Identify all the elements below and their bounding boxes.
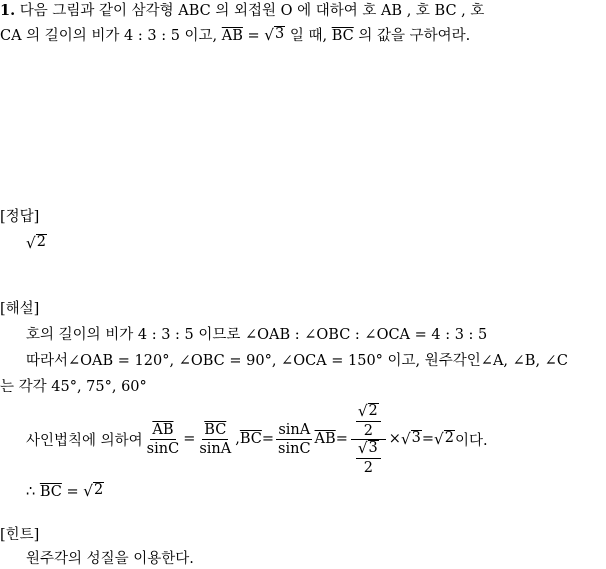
equals-sign: = <box>242 28 265 44</box>
problem-line-2 <box>0 26 470 45</box>
answer-value <box>26 234 47 253</box>
solution-line-4: 사인법칙에 의하여 $\frac{\overline{AB}}{\sin C}$ = $\frac{\overline{BC}}{\sin A}$ , $\overline{BC}$ = $\frac{\sin A}{\sin C}$ $\overline{AB}$ = √ 2 2 √ 3 2 × √ 3 = √ 2 이다. <box>26 401 488 476</box>
arc-bc-label: $\overline{BC}$ <box>331 28 354 44</box>
sqrt-two-result: √ 2 <box>434 430 454 448</box>
sqrt-three-factor: √ 3 <box>400 430 421 448</box>
solution-line-2: 따라서∠OAB = 120°, ∠OBC = 90°, ∠OCA = 150° 이고, 원주각인∠A, ∠B, ∠C <box>26 353 568 369</box>
problem-text-2a: CA 의 길이의 비가 4 : 3 : 5 이고, <box>0 28 222 44</box>
arc-ab-label: $\overline{AB}$ <box>221 28 243 44</box>
problem-number: 1. <box>0 2 16 19</box>
therefore-symbol: ∴ <box>26 484 40 500</box>
conclusion-line: ∴ $\overline{BC}$ = √ 2 <box>26 482 104 500</box>
sqrt-two-conclusion: √ 2 <box>83 482 104 500</box>
solution-line-1: 호의 길이의 비가 4 : 3 : 5 이므로 ∠OAB : ∠OBC : ∠OCA = 4 : 3 : 5 <box>26 327 488 343</box>
sqrt-three: √ 3 <box>264 26 285 44</box>
compound-fraction <box>351 403 386 476</box>
solution-heading: [해설] <box>0 301 40 317</box>
fraction-ab-over-sinc: $\frac{\overline{AB}}{\sin C}$ <box>146 421 180 457</box>
solution-line-3: 는 각각 45°, 75°, 60° <box>0 379 147 395</box>
sqrt2-over-2: √ 2 2 <box>356 403 381 439</box>
conclusion-bc: $\overline{BC}$ <box>39 484 62 500</box>
problem-text-2c: 의 값을 구하여라. <box>353 28 471 44</box>
problem-text-2b: 일 때, <box>285 28 332 44</box>
problem-line-1 <box>0 2 484 20</box>
answer-heading: [정답] <box>0 209 40 225</box>
hint-heading: [힌트] <box>0 527 40 543</box>
bc-label: $\overline{BC}$ <box>239 431 262 447</box>
sine-law-text: 사인법칙에 의하여 <box>26 432 143 449</box>
sqrt3-over-2: √ 3 2 <box>356 440 381 476</box>
fraction-sina-over-sinc: $\frac{\sin A}{\sin C}$ <box>278 421 311 457</box>
ab-label: $\overline{AB}$ <box>314 431 336 447</box>
sqrt-two-answer: √ 2 <box>26 234 46 252</box>
hint-text: 원주각의 성질을 이용한다. <box>26 551 194 567</box>
fraction-bc-over-sina: $\frac{\overline{BC}}{\sin A}$ <box>199 421 232 457</box>
problem-text-1: 다음 그림과 같이 삼각형 ABC 의 외접원 O 에 대하여 호 AB , 호 BC , 호 <box>19 3 485 19</box>
